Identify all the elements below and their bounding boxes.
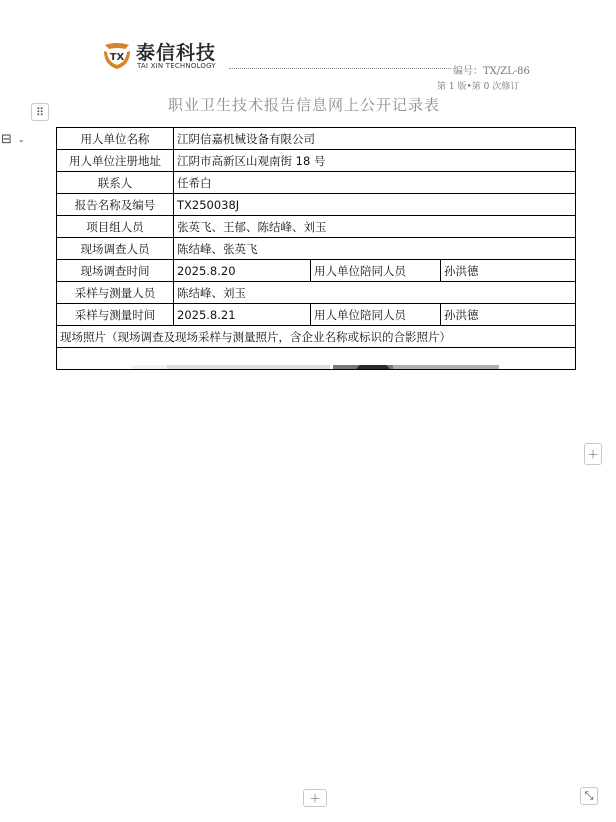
header-dotted-line	[229, 68, 451, 69]
value-survey-staff[interactable]: 陈结峰、张英飞	[174, 238, 576, 260]
table-move-handle-icon[interactable]: ⠿	[31, 103, 49, 121]
label-survey-staff: 现场调查人员	[57, 238, 174, 260]
table-row	[57, 216, 576, 238]
label-sampling-escort: 用人单位陪同人员	[311, 304, 441, 326]
table-row	[57, 282, 576, 304]
label-sampling-staff: 采样与测量人员	[57, 282, 174, 304]
photo-section-header: 现场照片（现场调查及现场采样与测量照片，含企业名称或标识的合影照片）	[57, 326, 576, 348]
label-sampling-time: 采样与测量时间	[57, 304, 174, 326]
value-sampling-staff[interactable]: 陈结峰、刘玉	[174, 282, 576, 304]
value-sampling-escort[interactable]: 孙洪德	[441, 304, 576, 326]
resize-table-icon[interactable]: ⤡	[580, 787, 598, 805]
label-contact: 联系人	[57, 172, 174, 194]
site-photo-sampling	[333, 365, 499, 370]
table-row	[57, 128, 576, 150]
site-photo-survey	[132, 365, 330, 370]
value-survey-escort[interactable]: 孙洪德	[441, 260, 576, 282]
revision-info: 第 1 版•第 0 次修订	[437, 82, 520, 92]
photo-cell[interactable]	[57, 348, 576, 370]
value-sampling-time[interactable]: 2025.8.21	[174, 304, 311, 326]
add-row-button[interactable]: ＋	[303, 789, 327, 807]
add-column-button[interactable]: ＋	[584, 443, 602, 465]
table-row	[57, 304, 576, 326]
value-employer-name[interactable]: 江阴信嘉机械设备有限公司	[174, 128, 576, 150]
label-report-name: 报告名称及编号	[57, 194, 174, 216]
label-survey-escort: 用人单位陪同人员	[311, 260, 441, 282]
label-survey-time: 现场调查时间	[57, 260, 174, 282]
table-row	[57, 194, 576, 216]
table-row	[57, 238, 576, 260]
table-row	[57, 348, 576, 370]
logo-monogram: TX	[109, 52, 125, 63]
document-number: 编号：TX/ZL-86	[453, 66, 530, 77]
table-row	[57, 150, 576, 172]
table-layout-icon: ⊟	[1, 131, 12, 147]
page-title: 职业卫生技术报告信息网上公开记录表	[168, 96, 441, 114]
company-name-cn: 泰信科技	[136, 42, 217, 64]
label-employer-name: 用人单位名称	[57, 128, 174, 150]
company-logo-icon	[101, 39, 133, 71]
value-project-members[interactable]: 张英飞、王郁、陈结峰、刘玉	[174, 216, 576, 238]
label-registered-address: 用人单位注册地址	[57, 150, 174, 172]
table-row	[57, 326, 576, 348]
table-row	[57, 260, 576, 282]
table-row	[57, 172, 576, 194]
value-registered-address[interactable]: 江阴市高新区山观南街 18 号	[174, 150, 576, 172]
value-survey-time[interactable]: 2025.8.20	[174, 260, 311, 282]
value-report-name[interactable]: TX250038J	[174, 194, 576, 216]
label-project-members: 项目组人员	[57, 216, 174, 238]
chevron-down-icon: ⌄	[17, 134, 25, 144]
info-table	[56, 127, 576, 370]
company-name-en: TAI XIN TECHNOLOGY	[137, 62, 216, 70]
value-contact[interactable]: 任希白	[174, 172, 576, 194]
table-layout-menu-button[interactable]	[1, 130, 37, 148]
